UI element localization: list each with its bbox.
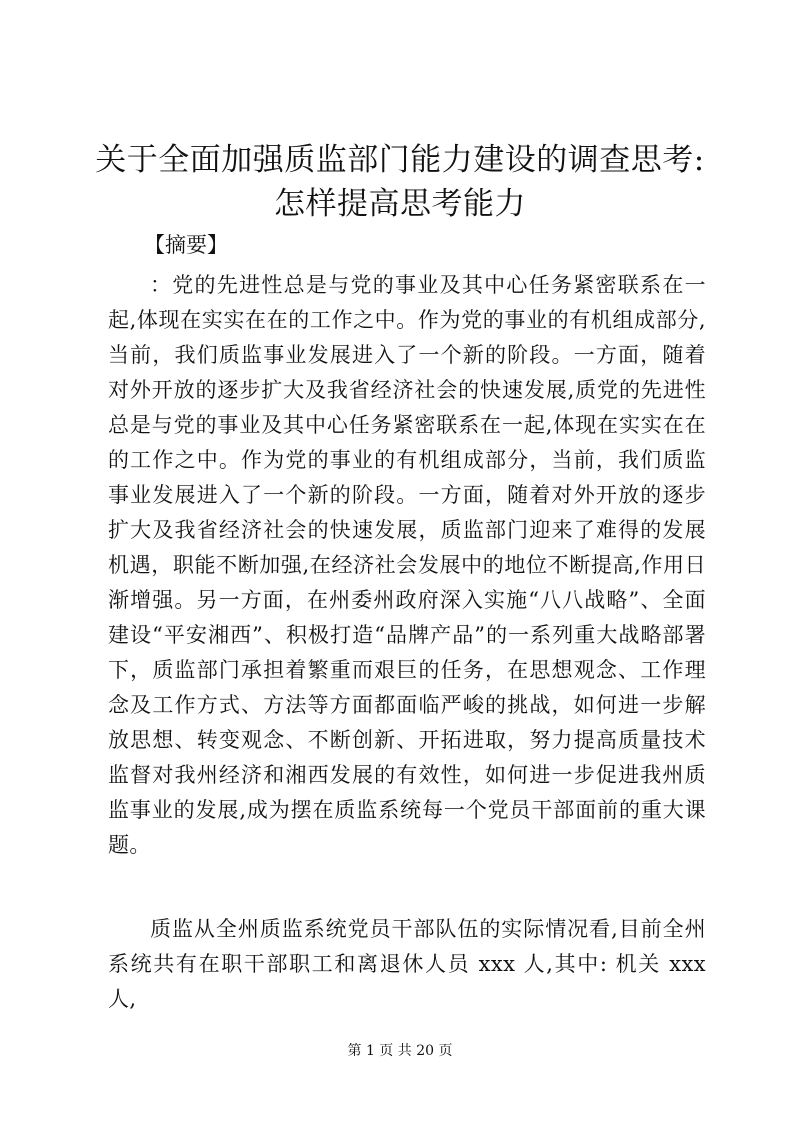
abstract-label: 【摘要】 (144, 233, 228, 257)
body-paragraph: ：党的先进性总是与党的事业及其中心任务紧密联系在一起,体现在实实在在的工作之中。作为党的事业的有机组成部分,当前，我们质监事业发展进入了一个新的阶段。一方面，随着对外开放的逐步扩大及我省经济社会的快速发展,质党的先进性总是与党的事业及其中心任务紧密联系在一起,体现在实实在在的工作之中。作为党的事业的有机组成部分，当前，我们质监事业发展进入了一个新的阶段。一方面，随着对外开放的逐步扩大及我省经济社会的快速发展，质监部门迎来了难得的发展机遇，职能不断加强,在经济社会发展中的地位不断提高,作用日渐增强。另一方面，在州委州政府深入实施“八八战略”、全面建设“平安湘西”、积极打造“品牌产品”的一系列重大战略部署下，质监部门承担着繁重而艰巨的任务，在思想观念、工作理念及工作方式、方法等方面都面临严峻的挑战，如何进一步解放思想、转变观念、不断创新、开拓进取，努力提高质量技术监督对我州经济和湘西发展的有效性，如何进一步促进我州质监事业的发展,成为摆在质监系统每一个党员干部面前的重大课题。 (108, 273, 706, 857)
body-paragraph: 质监从全州质监系统党员干部队伍的实际情况看,目前全州系统共有在职干部职工和离退休人员 xxx 人,其中: 机关 xxx 人, (108, 917, 706, 1011)
page-footer: 第 1 页 共 20 页 (347, 1043, 453, 1059)
document-title (60, 138, 740, 226)
title-line-1: 关于全面加强质监部门能力建设的调查思考: (95, 142, 705, 178)
title-line-2: 怎样提高思考能力 (274, 186, 526, 222)
